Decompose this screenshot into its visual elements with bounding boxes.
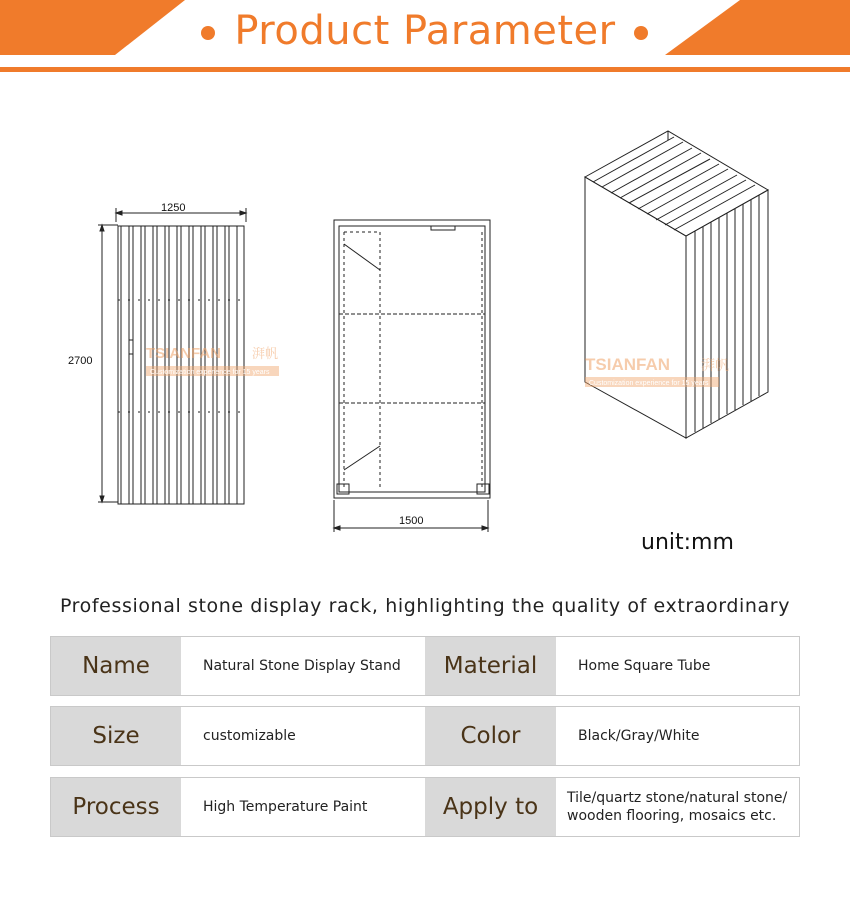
bullet-dot-right [634, 26, 648, 40]
spec-row-size-color [50, 706, 800, 766]
watermark-front-sub: Customization experience for 15 years [150, 369, 270, 376]
spec-label-name: Name [51, 637, 181, 695]
watermark-front-cn: 湃帆 [252, 347, 279, 362]
page-title: Product Parameter [234, 8, 616, 54]
watermark-iso-sub: Customization experience for 15 years [589, 380, 709, 387]
header-banner [0, 0, 850, 75]
front-height-label: 2700 [68, 355, 93, 367]
spec-label-apply-to: Apply to [425, 778, 556, 836]
spec-value-apply-to-line2: wooden flooring, mosaics etc. [567, 808, 777, 824]
spec-value-color: Black/Gray/White [578, 728, 700, 744]
spec-value-apply-to [556, 778, 801, 836]
spec-row-process-apply [50, 777, 800, 837]
isometric-view-drawing [585, 131, 768, 438]
watermark-front-brand: TSIANFAN [146, 345, 221, 362]
spec-row-name-material [50, 636, 800, 696]
tagline: Professional stone display rack, highlighting the quality of extraordinary [59, 595, 791, 617]
spec-value-process: High Temperature Paint [203, 799, 368, 815]
spec-label-color: Color [425, 707, 556, 765]
side-width-label: 1500 [399, 515, 424, 527]
side-view-drawing [334, 220, 490, 532]
technical-drawings [0, 120, 850, 540]
spec-label-process: Process [51, 778, 181, 836]
spec-label-size: Size [51, 707, 181, 765]
watermark-iso-brand: TSIANFAN [585, 355, 670, 374]
spec-value-apply-to-line1: Tile/quartz stone/natural stone/ [567, 790, 788, 806]
front-width-label: 1250 [161, 202, 186, 214]
spec-value-size: customizable [203, 728, 296, 744]
spec-value-name: Natural Stone Display Stand [203, 658, 401, 674]
unit-label: unit:mm [641, 530, 734, 555]
spec-label-material: Material [425, 637, 556, 695]
watermark-iso-cn: 湃帆 [701, 358, 729, 374]
spec-value-material: Home Square Tube [578, 658, 711, 674]
